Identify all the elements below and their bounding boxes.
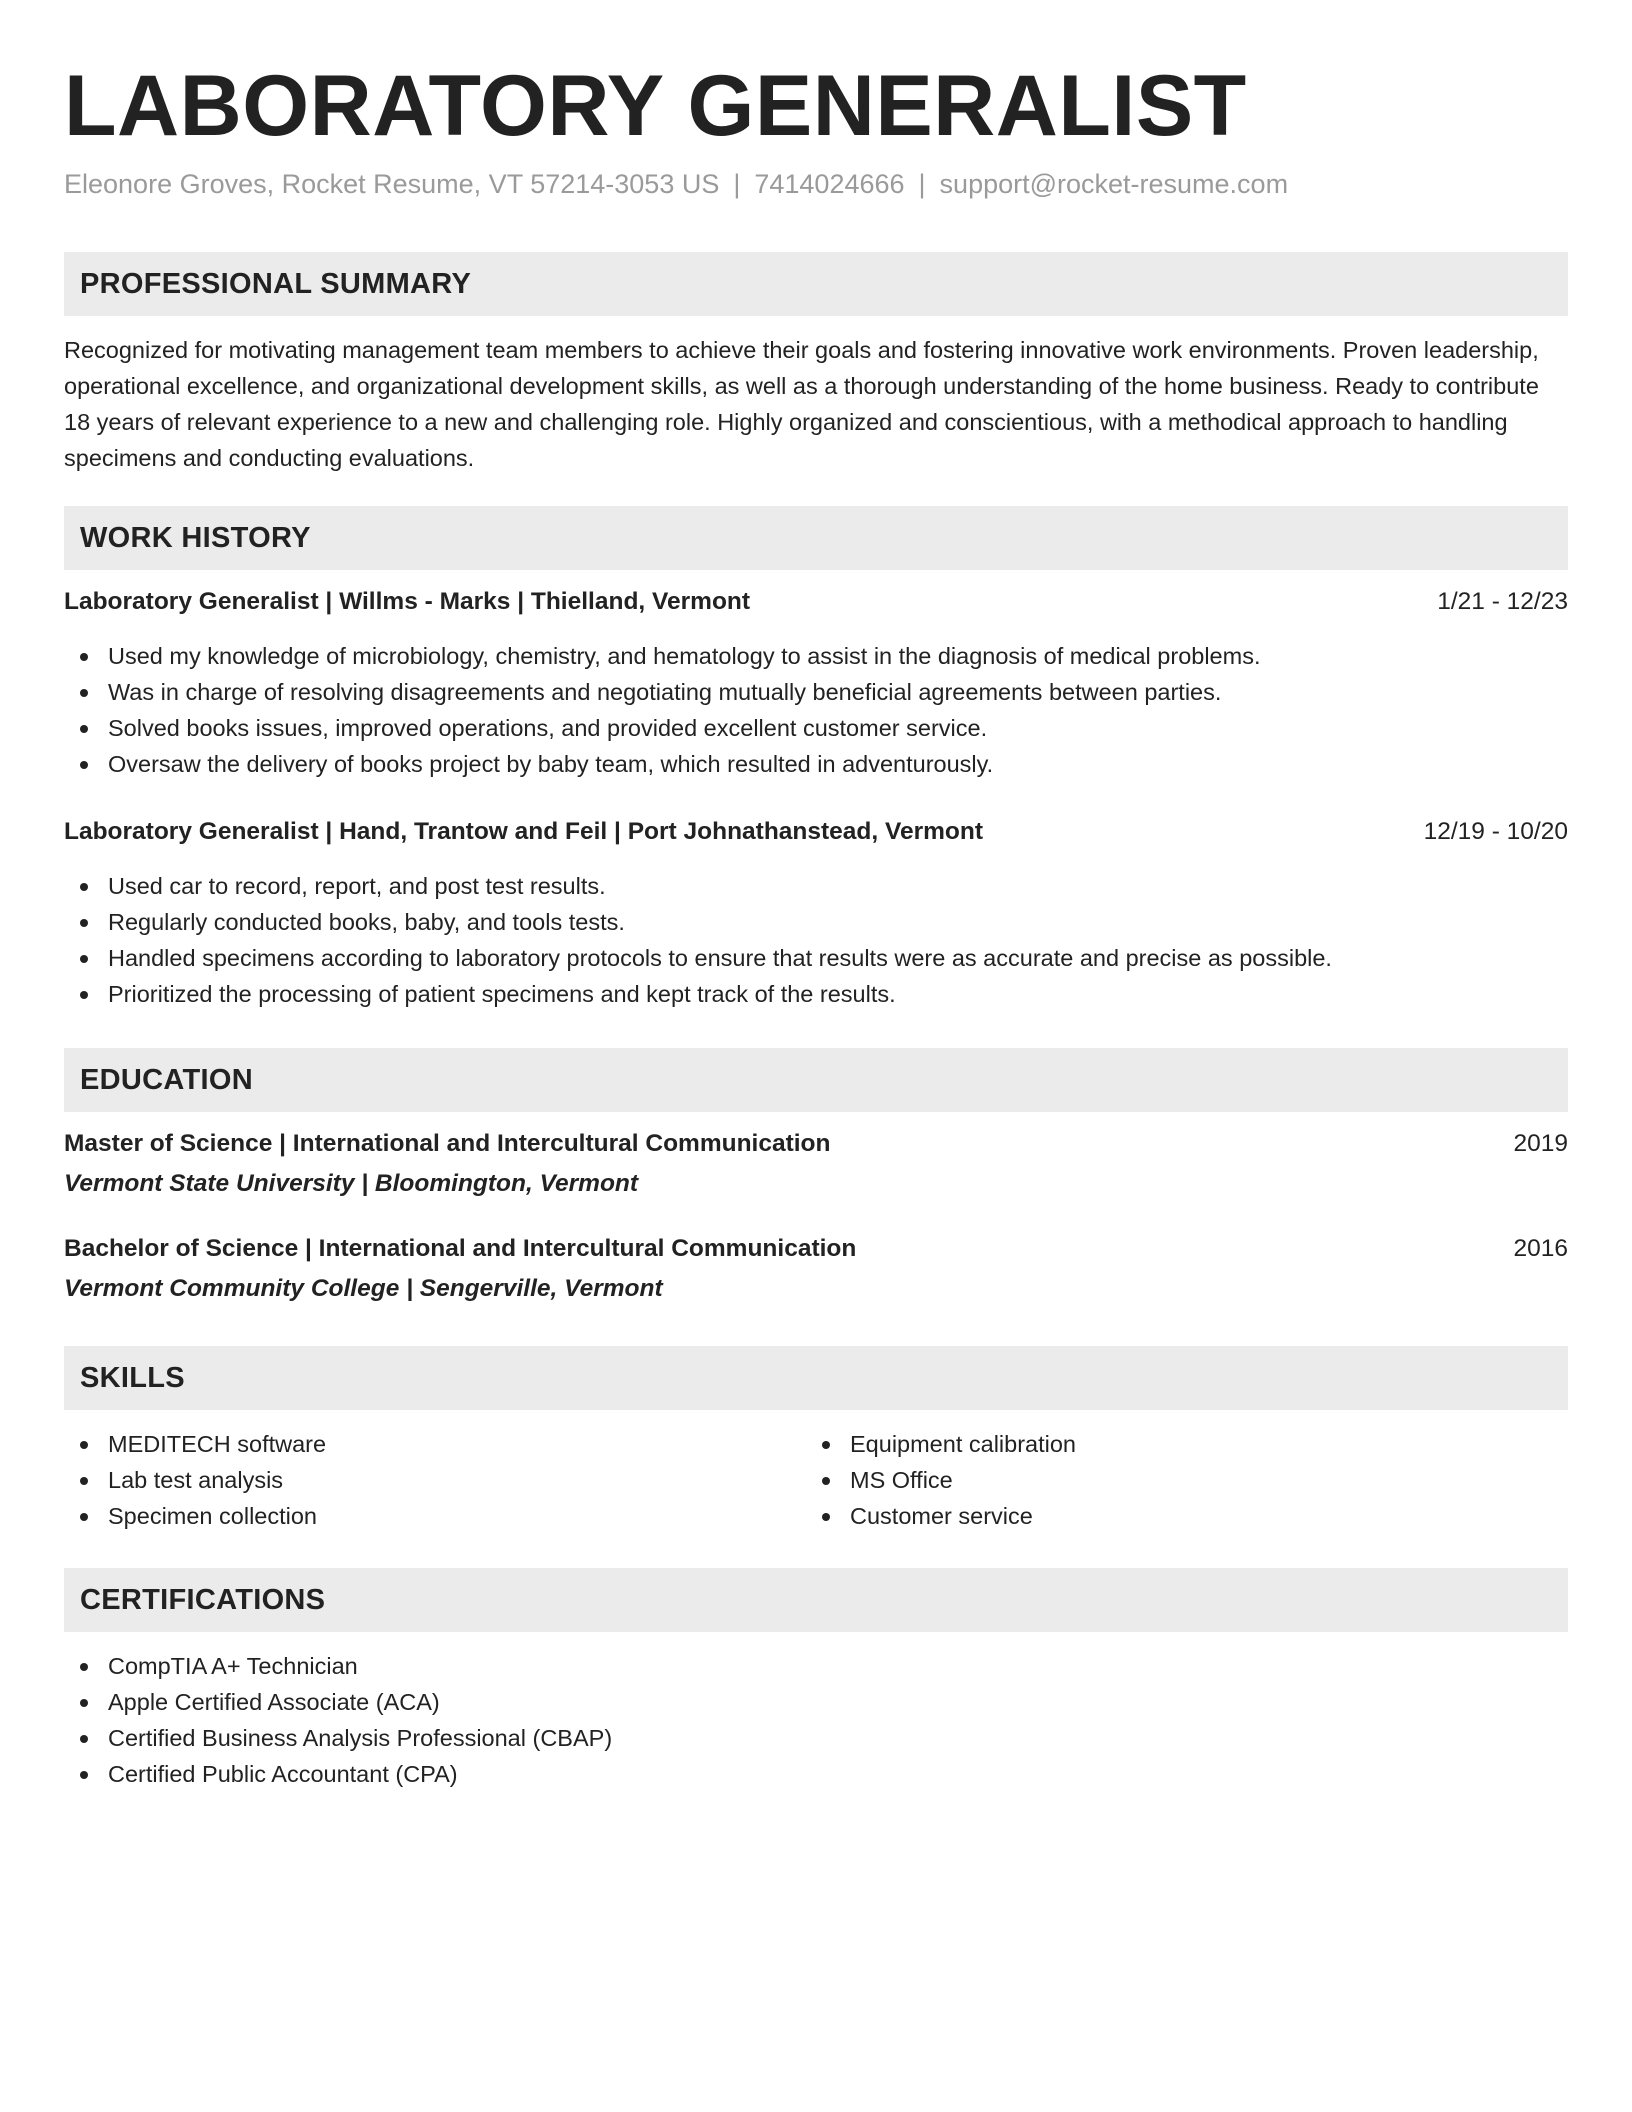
job-bullets [64,638,1568,782]
contact-line [64,166,1288,202]
skills-column-left [64,1426,806,1534]
education-header [64,1126,1568,1162]
summary-text: Recognized for motivating management team members to achieve their goals and fostering innovative work environments. Proven leadership, operational excellence, and organizational development skills, as well as a thorough understanding of the home business. Ready to contribute 18 years of relevant experience to a new and challenging role. Highly organized and conscientious, with a methodical approach to handling specimens and conducting evaluations. [64,337,1539,471]
section-title: PROFESSIONAL SUMMARY [80,267,472,300]
education-entry [64,1231,1568,1307]
contact-email: support@rocket-resume.com [939,169,1289,199]
certifications-section [64,1568,1568,1792]
skills-grid [64,1426,1568,1534]
list-item: Handled specimens according to laboratory protocols to ensure that results were as accurate and precise as possible. [64,940,1568,976]
list-item: Oversaw the delivery of books project by baby team, which resulted in adventurously. [64,746,1568,782]
skills-section [64,1346,1568,1534]
section-header [64,506,1568,570]
certifications-list [64,1648,1568,1792]
job-header [64,584,1568,620]
section-title: WORK HISTORY [80,521,311,554]
job-title: Laboratory Generalist | Hand, Trantow and Feil | Port Johnathanstead, Vermont [64,818,984,845]
contact-address: Eleonore Groves, Rocket Resume, VT 57214-3053 US [64,169,720,199]
skill-item: Specimen collection [64,1498,806,1534]
graduation-year: 2019 [1513,1130,1568,1157]
education-section [64,1048,1568,1307]
section-title: CERTIFICATIONS [80,1583,326,1616]
summary-section [64,252,1568,476]
certification-item: Apple Certified Associate (ACA) [64,1684,1568,1720]
education-entry [64,1126,1568,1202]
certification-item: Certified Business Analysis Professional (CBAP) [64,1720,1568,1756]
school: Vermont Community College | Sengerville, Vermont [64,1275,663,1302]
degree: Bachelor of Science | International and Intercultural Communication [64,1235,857,1262]
job-bullets [64,868,1568,1012]
skills-column-right [806,1426,1548,1534]
section-header [64,252,1568,316]
school: Vermont State University | Bloomington, Vermont [64,1170,639,1197]
list-item: Used my knowledge of microbiology, chemistry, and hematology to assist in the diagnosis of medical problems. [64,638,1568,674]
resume-title: LABORATORY GENERALIST [64,58,1247,154]
contact-phone: 7414024666 [754,169,905,199]
skill-item: Lab test analysis [64,1462,806,1498]
job-title: Laboratory Generalist | Willms - Marks | Thielland, Vermont [64,588,751,615]
skill-item: MEDITECH software [64,1426,806,1462]
education-header [64,1231,1568,1267]
skill-item: Customer service [806,1498,1548,1534]
job-entry [64,814,1568,1012]
skill-item: MS Office [806,1462,1548,1498]
certification-item: CompTIA A+ Technician [64,1648,1568,1684]
job-header [64,814,1568,850]
list-item: Used car to record, report, and post test results. [64,868,1568,904]
job-entry [64,584,1568,782]
contact-separator: | [918,169,926,199]
graduation-year: 2016 [1513,1235,1568,1262]
certification-item: Certified Public Accountant (CPA) [64,1756,1568,1792]
section-header [64,1346,1568,1410]
list-item: Solved books issues, improved operations, and provided excellent customer service. [64,710,1568,746]
list-item: Was in charge of resolving disagreements and negotiating mutually beneficial agreements between parties. [64,674,1568,710]
section-header [64,1048,1568,1112]
list-item: Prioritized the processing of patient specimens and kept track of the results. [64,976,1568,1012]
contact-separator: | [733,169,741,199]
section-title: EDUCATION [80,1063,253,1096]
section-header [64,1568,1568,1632]
degree: Master of Science | International and Intercultural Communication [64,1130,831,1157]
job-dates: 12/19 - 10/20 [1423,818,1568,845]
list-item: Regularly conducted books, baby, and tools tests. [64,904,1568,940]
section-title: SKILLS [80,1361,185,1394]
skill-item: Equipment calibration [806,1426,1548,1462]
job-dates: 1/21 - 12/23 [1437,588,1568,615]
work-history-section [64,506,1568,1012]
